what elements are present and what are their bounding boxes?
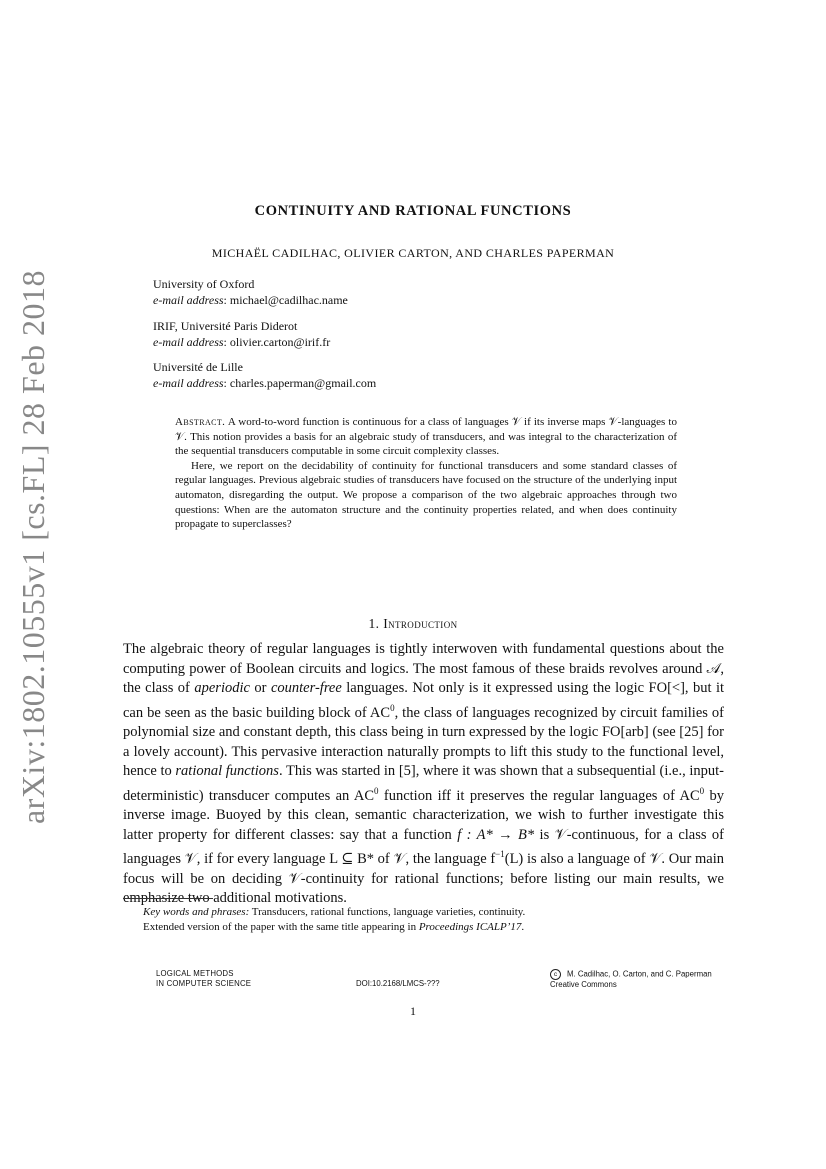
paper-title: CONTINUITY AND RATIONAL FUNCTIONS — [254, 203, 572, 219]
footnote-keywords: Key words and phrases: Transducers, rational functions, language varieties, continuity. — [143, 906, 526, 918]
footnote-extended-version: Extended version of the paper with the same title appearing in Proceedings ICALP’17. — [143, 921, 525, 933]
email-label: e-mail address — [153, 335, 224, 349]
copyright-icon: c — [550, 969, 561, 980]
abstract-paragraph-2: Here, we report on the decidability of continuity for functional transducers and some standard classes of regular languages. Previous algebraic studies of transducers have focused on the structure of the underlying input automaton, disregarding the output. We propose a comparison of the two algebraic approaches through two questions: When are the automaton structure and the continuity properties related, and when does continuity propagate to superclasses? — [175, 459, 677, 531]
affiliation-2: IRIF, Université Paris Diderot e-mail address: olivier.carton@irif.fr — [153, 319, 331, 349]
section-heading — [0, 616, 826, 632]
footnote-rule — [123, 898, 213, 899]
doi[interactable]: DOI:10.2168/LMCS-??? — [356, 979, 440, 988]
affiliation-1: University of Oxford e-mail address: michael@cadilhac.name — [153, 277, 348, 307]
copyright-holders: M. Cadilhac, O. Carton, and C. Paperman — [567, 969, 712, 979]
arxiv-stamp: arXiv:1802.10555v1 [cs.FL] 28 Feb 2018 — [15, 269, 51, 825]
copyright-block — [550, 969, 712, 990]
email-link[interactable]: charles.paperman@gmail.com — [229, 376, 377, 390]
abstract — [175, 415, 677, 532]
journal-name: LOGICAL METHODS IN COMPUTER SCIENCE — [156, 969, 252, 988]
email-label: e-mail address — [153, 293, 224, 307]
affiliation-institution: IRIF, Université Paris Diderot — [153, 319, 298, 333]
page-number: 1 — [410, 1004, 416, 1018]
email-label: e-mail address — [153, 376, 224, 390]
abstract-paragraph-1: A word-to-word function is continuous for a class of languages 𝒱 if its inverse maps 𝒱-languages to 𝒱. This notion provides a basis for an algebraic study of transducers, and was integral to the characterization of the sequential transducers computable in some circuit complexity classes. — [175, 416, 677, 458]
affiliation-institution: Université de Lille — [153, 360, 243, 374]
affiliation-institution: University of Oxford — [153, 277, 255, 291]
superscript: 0 — [374, 785, 379, 796]
intro-paragraph: The algebraic theory of regular languages is tightly interwoven with fundamental questions about the computing power of Boolean circuits and logics. The most famous of these braids revolves around 𝒜, the class of aperiodic or counter-free languages. Not only is it expressed using the logic FO[<], but it can be seen as the basic building block of $AC^0$, the class of languages recognized by circuit families of polynomial size and constant depth, this class being in turn expressed by the logic FO[arb] (see [25] for a lovely account). This pervasive interaction naturally prompts to lift this study to the functional level, hence to rational functions. This was started in [5], where it was shown that a subsequential (i.e., input-deterministic) transducer computes an $AC^0$ function iff it preserves the regular languages of $AC^0$ by inverse image. Buoyed by this clean, semantic characterization, we wish to further investigate this latter property for different classes: say that a function f : A* → B* is 𝒱-continuous, for a class of languages 𝒱, if for every language L ⊆ B* of 𝒱, the language $f^{-1}(L)$ is also a language of 𝒱. Our main focus will be on deciding 𝒱-continuity for rational functions; before listing our main results, we emphasize two additional motivations. — [123, 641, 725, 907]
function-signature: f : A* → B* — [457, 826, 535, 843]
section-number: 1. — [368, 616, 380, 631]
abstract-label: Abstract. — [175, 416, 226, 428]
email-link[interactable]: olivier.carton@irif.fr — [229, 335, 331, 349]
email-link[interactable]: michael@cadilhac.name — [229, 293, 348, 307]
affiliation-3: Université de Lille e-mail address: charles.paperman@gmail.com — [153, 360, 377, 390]
superscript: −1 — [495, 849, 505, 860]
superscript: 0 — [699, 785, 705, 796]
section-title: Introduction — [383, 616, 458, 631]
license[interactable]: Creative Commons — [550, 980, 617, 989]
superscript: 0 — [390, 702, 395, 713]
author-list: MICHAËL CADILHAC, OLIVIER CARTON, AND CHARLES PAPERMAN — [211, 246, 615, 260]
